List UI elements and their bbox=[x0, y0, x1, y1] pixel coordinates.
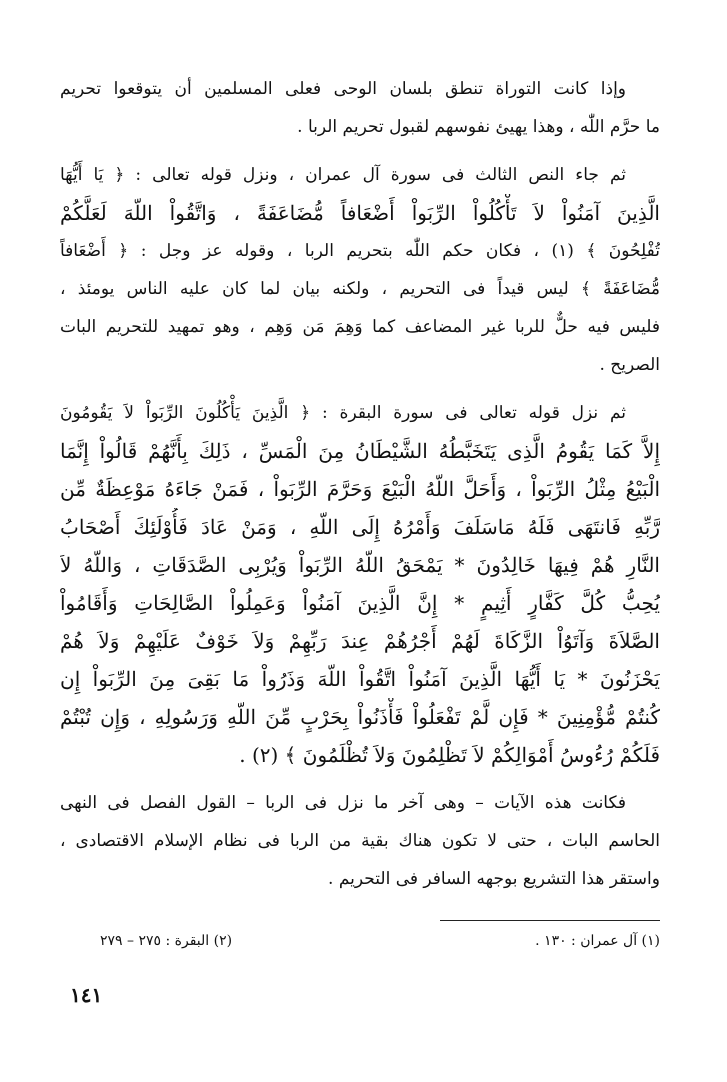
quran-verse-line: النَّارِ هُمْ فِيهَا خَالِدُونَ * يَمْحَقُ اللّهُ الرِّبَواْ وَيُرْبِى الصَّدَقَاتِ ، وَاللّهُ لاَ bbox=[60, 553, 660, 577]
text-line: تُفْلِحُونَ ﴾ (١) ، فكان حكم اللّٰه بتحريم الربا ، وقوله عز وجل : ﴿ أَضْعَافاً bbox=[60, 241, 660, 261]
quran-verse-line: الصَّلاَةَ وَآتَوُاْ الزَّكَاةَ لَهُمْ أَجْرُهُمْ عِندَ رَبِّهِمْ وَلاَ خَوْفٌ عَلَيْهِمْ وَلاَ هُمْ bbox=[60, 629, 660, 653]
text-line: مُّضَاعَفَةً ﴾ ليس قيداً فى التحريم ، ولكنه بيان لما كان عليه الناس يومئذ ، bbox=[60, 279, 660, 299]
text-line: ثم نزل قوله تعالى فى سورة البقرة : ﴿ الَّذِينَ يَأْكُلُونَ الرِّبَواْ لاَ يَقُومُونَ bbox=[60, 403, 626, 423]
quran-verse-line: الْبَيْعُ مِثْلُ الرِّبَواْ ، وَأَحَلَّ اللّهُ الْبَيْعَ وَحَرَّمَ الرِّبَواْ ، فَمَنْ جَاءَهُ مَوْعِظَةٌ مِّن bbox=[60, 477, 660, 501]
quran-verse-line: فَلَكُمْ رُءُوسُ أَمْوَالِكُمْ لاَ تَظْلِمُونَ وَلاَ تُظْلَمُونَ ﴾ (٢) . bbox=[239, 743, 660, 767]
text-line: فكانت هذه الآيات – وهى آخر ما نزل فى الربا – القول الفصل فى النهى bbox=[60, 793, 626, 813]
quran-verse-line: الَّذِينَ آمَنُواْ لاَ تَأْكُلُواْ الرِّبَواْ أَضْعَافاً مُّضَاعَفَةً ، وَاتَّقُواْ اللّهَ لَعَلَّكُمْ bbox=[60, 201, 660, 225]
paragraph-1 bbox=[60, 70, 660, 146]
footnote-divider bbox=[440, 920, 660, 921]
footnotes bbox=[100, 933, 660, 949]
text-line: واستقر هذا التشريع بوجهه السافر فى التحريم . bbox=[328, 869, 660, 889]
quran-verse-line: إِلاَّ كَمَا يَقُومُ الَّذِى يَتَخَبَّطُهُ الشَّيْطَانُ مِنَ الْمَسِّ ، ذَلِكَ بِأَنَّهُمْ قَالُواْ إِنَّمَا bbox=[60, 439, 660, 463]
text-line: الحاسم البات ، حتى لا تكون هناك بقية من الربا فى نظام الإسلام الاقتصادى ، bbox=[60, 831, 660, 851]
footnote-1: (١) آل عمران : ١٣٠ . bbox=[535, 933, 660, 949]
page-body bbox=[60, 70, 660, 908]
quran-verse-line: رَّبِّهِ فَانتَهَى فَلَهُ مَاسَلَفَ وَأَمْرُهُ إِلَى اللّهِ ، وَمَنْ عَادَ فَأُوْلَئِكَ أَصْحَابُ bbox=[60, 515, 660, 539]
paragraph-2 bbox=[60, 156, 660, 384]
page-number: ١٤١ bbox=[70, 983, 103, 1007]
text-line: فليس فيه حلٌّ للربا غير المضاعف كما وَهِمَ مَن وَهِم ، وهو تمهيد للتحريم البات bbox=[60, 317, 660, 337]
text-line: ثم جاء النص الثالث فى سورة آل عمران ، ونزل قوله تعالى : ﴿ يَا أَيُّهَا bbox=[60, 165, 626, 185]
text-line: ما حرَّم اللّٰه ، وهذا يهيئ نفوسهم لقبول تحريم الربا . bbox=[297, 117, 660, 137]
paragraph-4 bbox=[60, 784, 660, 898]
quran-verse-line: يَحْزَنُونَ * يَا أَيُّهَا الَّذِينَ آمَنُواْ اتَّقُواْ اللّهَ وَذَرُواْ مَا بَقِىَ مِنَ الرِّبَواْ إِن bbox=[60, 667, 660, 691]
quran-verse-line: كُنتُمْ مُّؤْمِنِينَ * فَإِن لَّمْ تَفْعَلُواْ فَأْذَنُواْ بِحَرْبٍ مِّنَ اللّهِ وَرَسُولِهِ ، وَإِن تُبْتُمْ bbox=[60, 705, 660, 729]
footnote-2: (٢) البقرة : ٢٧٥ – ٢٧٩ bbox=[100, 933, 233, 949]
paragraph-3 bbox=[60, 394, 660, 774]
quran-verse-line: يُحِبُّ كُلَّ كَفَّارٍ أَثِيمٍ * إِنَّ الَّذِينَ آمَنُواْ وَعَمِلُواْ الصَّالِحَاتِ وَأَقَامُواْ bbox=[60, 591, 660, 615]
text-line: الصريح . bbox=[599, 355, 660, 375]
text-line: وإذا كانت التوراة تنطق بلسان الوحى فعلى المسلمين أن يتوقعوا تحريم bbox=[60, 79, 626, 99]
